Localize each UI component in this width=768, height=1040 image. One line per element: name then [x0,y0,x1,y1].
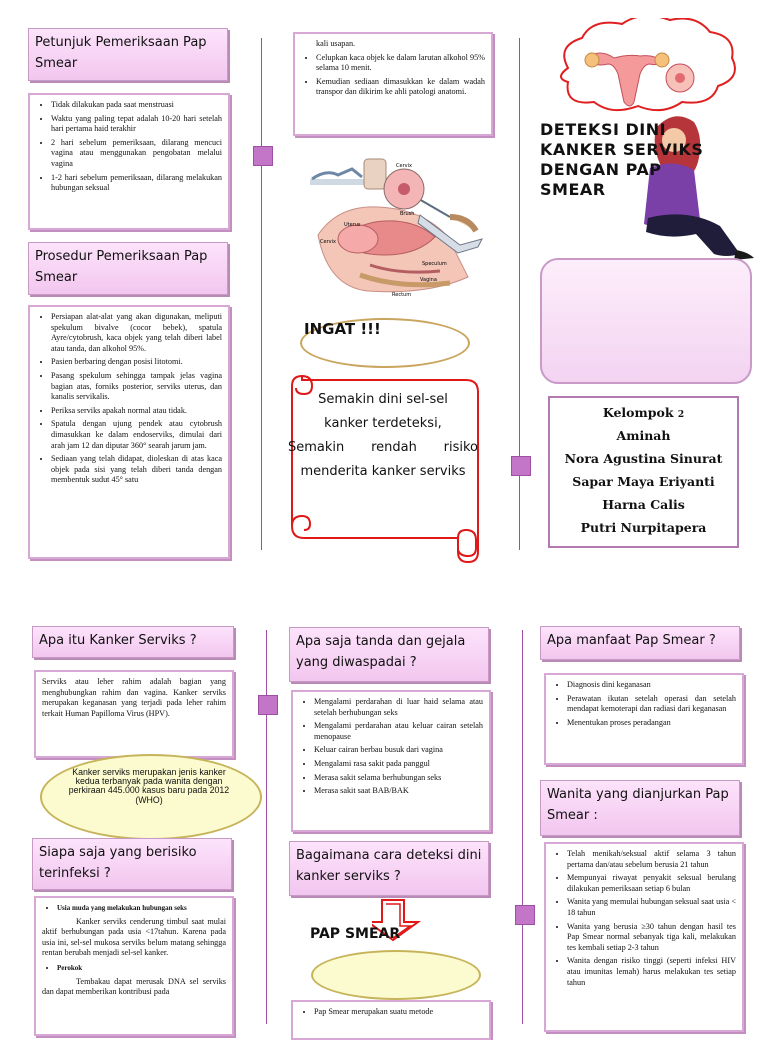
list-item: • Keluar cairan berbau busuk dari vagina [314,745,483,756]
wanita-heading: Wanita yang dianjurkan Pap Smear : [540,780,740,836]
risk-factor-title: • Perokok [57,963,226,974]
fact-oval-text [46,768,252,805]
list-item: • Wanita yang berusia ≥30 tahun dengan hasil tes Pap Smear normal sebanyak tiga kali, melakukan tes kembali setiap 2-3 tahun [567,922,736,954]
list-item: • Spatula dengan ujung pendek atau cytobrush dimasukkan ke dalam endoserviks, dimulai dari arah jam 12 dan diputar 360° searah jarum jam. [51,419,222,451]
list-item: • 1-2 hari sebelum pemeriksaan, dilarang melakukan hubungan seksual [51,173,222,194]
diagram-label: Vagina [420,277,437,283]
diagram-label: Brush [400,211,415,217]
diagram-label: Speculum [422,261,447,267]
manfaat-heading: Apa manfaat Pap Smear ? [540,626,740,660]
list-item: • Telah menikah/seksual aktif selama 3 tahun pertama dan/atau sebelum berusia 21 tahun [567,849,736,870]
apa-itu-heading: Apa itu Kanker Serviks ? [32,626,234,658]
diagram-label: Cervix [396,163,412,169]
group-label: Kelompok [602,405,674,420]
scroll-line: Semakin rendah risiko [288,440,478,455]
member-name: Aminah [616,428,671,443]
list-item: • Mengalami perdarahan atau keluar cairan setelah menopause [314,721,483,742]
siapa-box [34,896,234,1036]
prosedur-continued-box [293,32,493,136]
list-item: • Pasien berbaring dengan posisi litotomi. [51,357,222,368]
list-item: • Wanita yang memulai hubungan seksual saat usia < 18 tahun [567,897,736,918]
bagaimana-box [291,1000,491,1040]
scroll-line: Semakin dini sel-sel [318,392,448,407]
scroll-text [288,388,478,484]
continued-text: kali usapan. [316,39,356,48]
list-item: • Mengalami perdarahan di luar haid selama atau setelah berhubungan seks [314,697,483,718]
list-item: • Tidak dilakukan pada saat menstruasi [51,100,222,111]
list-item: • Celupkan kaca objek ke dalam larutan alkohol 95% selama 10 menit. [316,53,485,74]
diagram-label: Uterus [344,222,361,228]
list-item: • Diagnosis dini keganasan [567,680,736,691]
diagram-label: Rectum [392,292,412,298]
list-item: • Merasa sakit selama berhubungan seks [314,773,483,784]
column-divider [522,630,523,1024]
pap-smear-label: PAP SMEAR [310,926,401,942]
petunjuk-heading: Petunjuk Pemeriksaan Pap Smear [28,28,228,81]
member-name: Putri Nurpitapera [580,520,707,535]
divider-marker [515,905,535,925]
list-item: • Sediaan yang telah didapat, dioleskan di atas kaca objek pada sisi yang telah diberi tanda dengan membentuk sudut 45° satu [51,454,222,486]
tanda-heading: Apa saja tanda dan gejala yang diwaspadai ? [289,627,489,682]
risk-factor-text: Kanker serviks cenderung timbul saat mulai aktif berhubungan pada usia <17tahun. Karena pada usia ini, sel-sel mukosa serviks belum matang sehingga rentan berubah menjadi sel-sel kanker. [42,916,226,958]
list-item: • Kemudian sediaan dimasukkan ke dalam wadah transpor dan dikirim ke ahli patologi anatomi. [316,77,485,98]
list-item: • Periksa serviks apakah normal atau tidak. [51,406,222,417]
siapa-heading: Siapa saja yang berisiko terinfeksi ? [32,838,232,890]
manfaat-box [544,673,744,765]
group-number: 2 [677,410,685,420]
prosedur-heading: Prosedur Pemeriksaan Pap Smear [28,242,228,295]
apa-itu-box [34,670,234,758]
list-item: • Merasa sakit saat BAB/BAK [314,786,483,797]
member-name: Harna Calis [602,497,685,512]
member-name: Nora Agustina Sinurat [564,451,723,466]
scroll-line: kanker terdeteksi, [324,416,442,431]
group-members-box [548,396,739,548]
fact-line: kedua terbanyak pada wanita dengan [75,776,223,787]
bagaimana-heading: Bagaimana cara deteksi dini kanker serviks ? [289,841,489,896]
list-item: • Pap Smear merupakan suatu metode [314,1007,483,1018]
cover-cushion [540,258,752,384]
scroll-line: menderita kanker serviks [300,464,466,479]
list-item: • Mempunyai riwayat penyakit seksual berulang dilakukan pemeriksaan setiap 6 bulan [567,873,736,894]
wanita-box [544,842,744,1032]
cover-title-line: KANKER SERVIKS [540,140,704,159]
ingat-label: INGAT !!! [304,320,381,338]
tanda-box [291,690,491,832]
prosedur-box [28,305,230,559]
list-item: • Pasang spekulum sehingga tampak jelas vagina bagian atas, forniks posterior, serviks uterus, dan kanalis servikalis. [51,371,222,403]
column-divider [266,630,267,1024]
apa-itu-text: Serviks atau leher rahim adalah bagian yang menghubungkan rahim dan vagina. Kanker serviks merupakan keganasan yang terjadi pada leher rahim terkait Human Papilloma Virus (HPV). [42,677,226,718]
list-item: • Perawatan ikutan setelah operasi dan setelah mendapat kemoterapi dan radiasi dari keganasan [567,694,736,715]
divider-marker [258,695,278,715]
fact-line: Kanker serviks merupakan jenis kanker [72,767,226,777]
cover-title-line: SMEAR [540,180,606,199]
member-name: Sapar Maya Eriyanti [572,474,715,489]
pap-smear-oval [311,950,481,1000]
list-item: • Waktu yang paling tepat adalah 10-20 hari setelah hari pertama haid terakhir [51,114,222,135]
list-item: • Wanita dengan risiko tinggi (seperti infeksi HIV atau imunitas lemah) harus melakukan tes setiap tahun [567,956,736,988]
cover-title [540,120,760,200]
risk-factor-title: • Usia muda yang melakukan hubungan seks [57,903,226,914]
divider-marker [511,456,531,476]
list-item: • 2 hari sebelum pemeriksaan, dilarang mencuci vagina atau menggunakan pengobatan melalui vagina [51,138,222,170]
pap-smear-diagram [300,155,490,305]
cover-title-line: DENGAN PAP [540,160,662,179]
list-item: • Mengalami rasa sakit pada panggul [314,759,483,770]
cover-title-line: DETEKSI DINI [540,120,667,139]
list-item: • Menentukan proses peradangan [567,718,736,729]
fact-line: (WHO) [135,794,163,805]
divider-marker [253,146,273,166]
column-divider [261,38,262,550]
risk-factor-text: Tembakau dapat merusak DNA sel serviks dan dapat memberikan kontribusi pada [42,976,226,997]
diagram-label: Cervix [320,239,336,245]
petunjuk-box [28,93,230,230]
fact-line: perkiraan 445.000 kasus baru pada 2012 [68,785,230,796]
list-item: • Persiapan alat-alat yang akan digunakan, meliputi spekulum bivalve (cocor bebek), spatula Ayre/cytobrush, kaca objek yang telah diberi label atau tanda, dan alkohol 95%. [51,312,222,354]
